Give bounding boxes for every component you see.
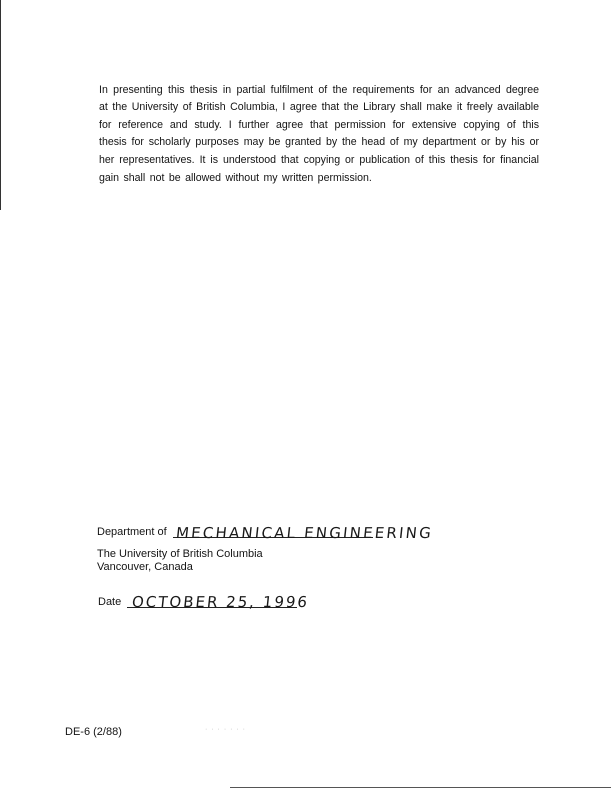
department-field — [97, 515, 447, 543]
university-location: Vancouver, Canada — [97, 561, 193, 573]
date-field — [98, 588, 328, 612]
scan-edge-line — [0, 0, 1, 210]
bottom-edge-line — [230, 787, 611, 788]
date-label: Date — [98, 596, 122, 608]
date-handwritten-value: OCTOBER 25, 1996 — [131, 593, 310, 611]
form-code: DE-6 (2/88) — [65, 726, 122, 738]
permission-statement: In presenting this thesis in partial fulfilment of the requirements for an advanced degree at the University of British Columbia, I agree that the Library shall make it freely available for reference and study. I further agree that permission for extensive copying of this thesis for scholarly purposes may be granted by the head of my department or by his or her representatives. It is understood that copying or publication of this thesis for financial gain shall not be allowed without my written permission. — [99, 83, 539, 184]
department-handwritten-value: MECHANICAL ENGINEERING — [175, 524, 434, 542]
university-name: The University of British Columbia — [97, 548, 263, 560]
department-label: Department of — [97, 526, 167, 538]
faint-stamp-mark: · · · · · · · — [205, 726, 246, 733]
